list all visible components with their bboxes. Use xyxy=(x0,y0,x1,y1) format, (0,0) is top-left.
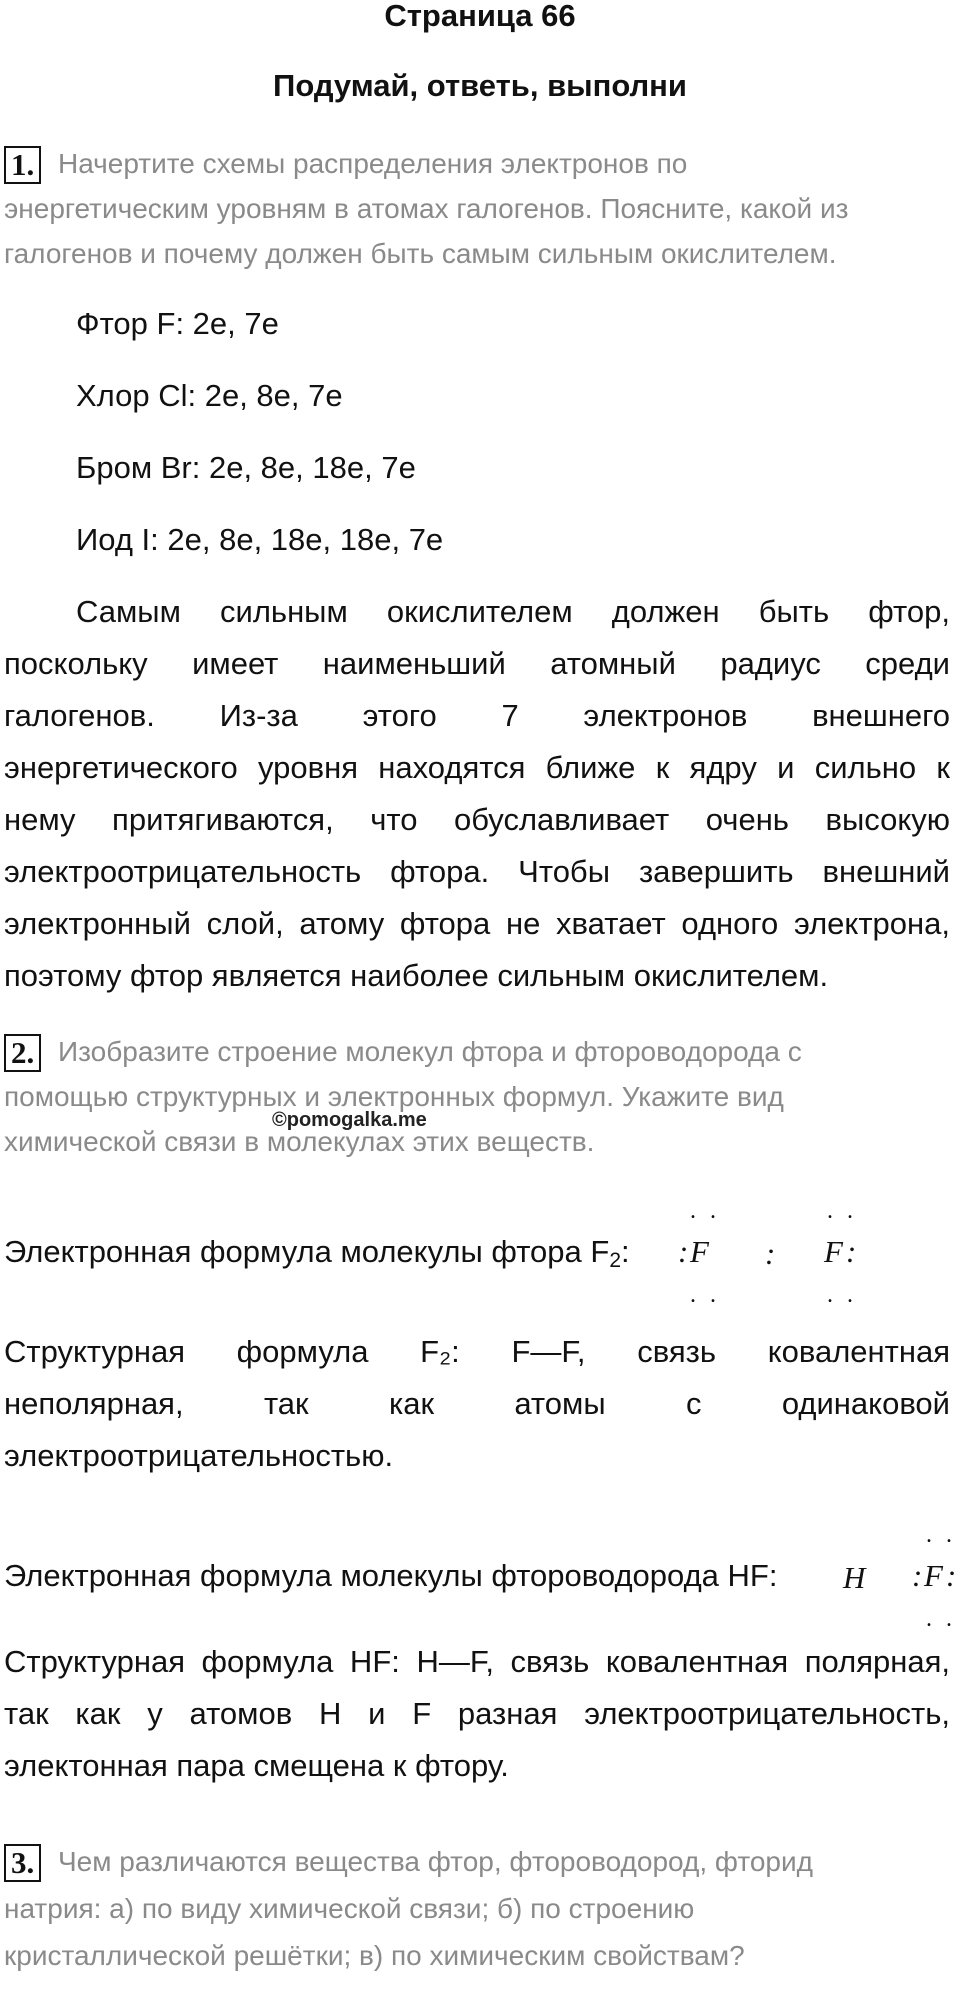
hf-structural-line-3: электонная пара смещена к фтору. xyxy=(4,1748,509,1783)
f2-structural-line-2: неполярная, так как атомы с одинаковой xyxy=(4,1386,950,1421)
question-number-3: 3. xyxy=(4,1844,41,1882)
f2-left-colon: : xyxy=(678,1234,689,1269)
hf-f-dots-top: . . xyxy=(926,1522,956,1548)
hf-colon: : xyxy=(912,1558,923,1593)
config-chlorine: Хлор Cl: 2e, 8e, 7e xyxy=(76,378,343,413)
config-fluorine: Фтор F: 2e, 7e xyxy=(76,306,279,341)
question-3-text-line-2: натрия: а) по виду химической связи; б) по строению xyxy=(4,1893,695,1924)
hf-structural-line-1: Структурная формула HF: H—F, связь ковалентная полярная, xyxy=(4,1644,950,1679)
answer-1-line-7: электронный слой, атому фтора не хватает одного электрона, xyxy=(4,906,950,941)
question-1-text-line-1: Начертите схемы распределения электронов по xyxy=(58,148,688,179)
f2-atom-2: F xyxy=(824,1234,843,1269)
hf-atom-f: F xyxy=(924,1558,943,1593)
watermark: ©pomogalka.me xyxy=(272,1109,427,1131)
hf-electronic-label: Электронная формула молекулы фтороводорода HF: xyxy=(4,1558,778,1593)
f2-atom-1-dots-bottom: . . xyxy=(690,1282,720,1308)
page-title: Страница 66 xyxy=(384,0,576,33)
question-1-text-line-2: энергетическим уровням в атомах галогенов. Поясните, какой из xyxy=(4,193,849,224)
question-1-text-line-3: галогенов и почему должен быть самым сильным окислителем. xyxy=(4,238,837,269)
answer-1-line-1: Самым сильным окислителем должен быть фтор, xyxy=(76,594,950,629)
hf-f-dots-bottom: . . xyxy=(926,1606,956,1632)
f2-electronic-label: Электронная формула молекулы фтора F2: xyxy=(4,1234,630,1272)
f2-structural-line-3: электроотрицательностью. xyxy=(4,1438,394,1473)
hf-right-colon: : xyxy=(946,1558,957,1593)
f2-atom-1: F xyxy=(690,1234,709,1269)
config-iodine: Иод I: 2e, 8e, 18e, 18e, 7e xyxy=(76,522,444,557)
hf-structural-line-2: так как у атомов H и F разная электроотрицательность, xyxy=(4,1696,950,1731)
answer-1-line-4: энергетического уровня находятся ближе к ядру и сильно к xyxy=(4,750,950,785)
page-subtitle: Подумай, ответь, выполни xyxy=(273,68,687,103)
answer-1-line-2: поскольку имеет наименьший атомный радиус среди xyxy=(4,646,950,681)
question-3-text-line-1: Чем различаются вещества фтор, фтороводород, фторид xyxy=(58,1846,813,1877)
f2-atom-1-dots-top: . . xyxy=(690,1198,720,1224)
f2-bond-pair: : xyxy=(765,1236,776,1271)
f2-right-colon: : xyxy=(846,1234,857,1269)
f2-atom-2-dots-bottom: . . xyxy=(827,1282,857,1308)
f2-structural-line-1: Структурная формула F₂: F—F, связь ковалентная xyxy=(4,1334,950,1369)
question-number-1: 1. xyxy=(4,146,41,184)
hf-atom-h: H xyxy=(843,1560,866,1595)
question-3-text-line-3: кристаллической решётки; в) по химическим свойствам? xyxy=(4,1940,745,1971)
answer-1-line-3: галогенов. Из-за этого 7 электронов внешнего xyxy=(4,698,950,733)
question-2-text-line-3: химической связи в молекулах этих веществ. xyxy=(4,1126,595,1157)
f2-atom-2-dots-top: . . xyxy=(827,1198,857,1224)
question-2-text-line-2: помощью структурных и электронных формул. Укажите вид xyxy=(4,1081,784,1112)
answer-1-line-8: поэтому фтор является наиболее сильным окислителем. xyxy=(4,958,829,993)
answer-1-line-5: нему притягиваются, что обуславливает очень высокую xyxy=(4,802,950,837)
answer-1-line-6: электроотрицательность фтора. Чтобы завершить внешний xyxy=(4,854,950,889)
question-number-2: 2. xyxy=(4,1034,41,1072)
config-bromine: Бром Br: 2e, 8e, 18e, 7e xyxy=(76,450,416,485)
question-2-text-line-1: Изобразите строение молекул фтора и фтороводорода с xyxy=(58,1036,802,1067)
